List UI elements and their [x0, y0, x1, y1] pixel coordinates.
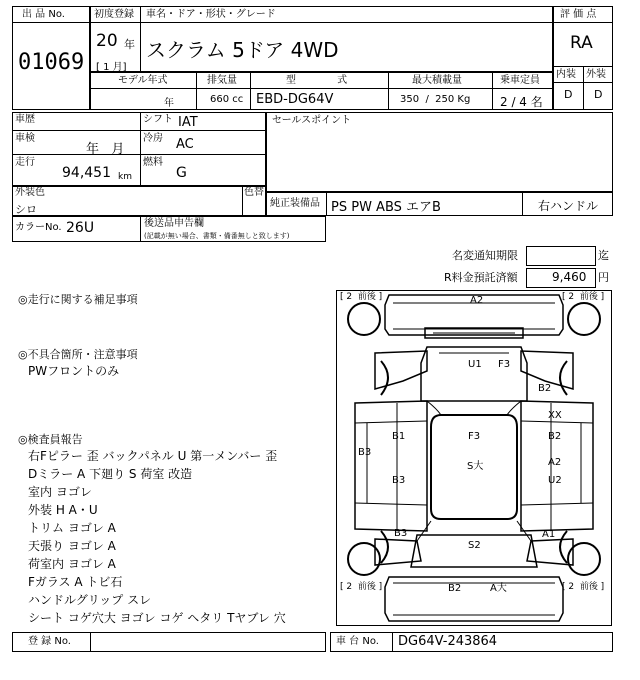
history-label: 車歴: [15, 114, 35, 125]
recycle-label: R料金預託済額: [444, 271, 518, 284]
aircon-value: AC: [176, 137, 194, 152]
damage-mark: F3: [468, 431, 481, 442]
driving-notes-title: ◎走行に関する補足事項: [18, 293, 138, 306]
inspector-line: 天張り ヨゴレ A: [28, 539, 116, 553]
rear-bumper: [385, 577, 563, 621]
interior-label: 内装: [556, 69, 576, 80]
exterior-grade: D: [594, 88, 603, 101]
damage-mark: XX: [548, 410, 562, 421]
damage-mark: A2: [548, 457, 562, 468]
ext-color-box: [12, 186, 266, 216]
handle-value: 右ハンドル: [538, 199, 599, 213]
inspector-line: 荷室内 ヨゴレ A: [28, 557, 116, 571]
mileage-label: 走行: [15, 157, 35, 168]
rating-label: 評 価 点: [560, 9, 597, 20]
damage-mark: S2: [468, 540, 481, 551]
fuel-value: G: [176, 165, 187, 181]
equipment-label: 純正装備品: [270, 198, 320, 209]
defects-line: PWフロントのみ: [28, 364, 120, 378]
corner-label-bottom-left: [ 2 前後 ]: [340, 582, 383, 592]
first-reg-label: 初度登録: [94, 9, 134, 20]
max-load-label: 最大積載量: [412, 75, 462, 86]
listing-no-label: 出 品 No.: [22, 9, 65, 20]
front-right-tire: [568, 303, 600, 335]
chassis-value: DG64V-243864: [398, 634, 498, 649]
front-left-tire: [348, 303, 380, 335]
name-change-unit: 迄: [598, 249, 609, 262]
max-load-value: 350 / 250 Kg: [400, 94, 471, 105]
inspector-line: 外装 H A・U: [28, 503, 98, 517]
type-value: EBD-DG64V: [256, 92, 334, 107]
info-box: [12, 112, 266, 186]
displacement-value: 660 cc: [210, 94, 244, 105]
interior-grade: D: [564, 88, 573, 101]
damage-mark: S大: [467, 461, 484, 472]
car-diagram: [337, 291, 611, 625]
color-no-label: カラーNo.: [15, 222, 62, 233]
aircon-label: 冷房: [143, 133, 163, 144]
car-name-label: 車名・ドア・形状・グレード: [146, 9, 276, 20]
left-side-panel: [355, 401, 427, 531]
corner-label-bottom-right: [ 2 前後 ]: [562, 582, 605, 592]
model-year-label: モデル年式: [118, 75, 168, 86]
inspection-label: 車検: [15, 133, 35, 144]
mileage-unit: km: [118, 172, 132, 182]
type-label: 型 式: [286, 75, 348, 86]
inspector-line: シート コゲ穴大 ヨゴレ コゲ ヘタリ Tヤブレ 穴: [28, 611, 286, 625]
inspection-value: 年 月: [86, 142, 125, 157]
shift-label: シフト: [143, 114, 173, 125]
first-reg-month: [ 1 月]: [96, 62, 127, 73]
equipment-value: PS PW ABS エアB: [331, 200, 441, 215]
inspector-title: ◎検査員報告: [18, 433, 83, 446]
recycle-unit: 円: [598, 271, 609, 284]
sales-point-label: セールスポイント: [272, 115, 352, 126]
capacity-value: 2 / 4 名: [500, 95, 543, 109]
damage-mark: A2: [470, 295, 484, 306]
damage-mark: U2: [548, 475, 562, 486]
exterior-label: 外装: [586, 69, 606, 80]
capacity-label: 乗車定員: [500, 75, 540, 86]
name-change-box: [526, 246, 596, 266]
inspector-line: 室内 ヨゴレ: [28, 485, 92, 499]
defects-title: ◎不具合箇所・注意事項: [18, 348, 138, 361]
displacement-label: 排気量: [207, 75, 237, 86]
inspector-line: ハンドルグリップ スレ: [28, 593, 152, 607]
ext-color-value: シロ: [15, 203, 37, 216]
chassis-label: 車 台 No.: [336, 636, 379, 647]
damage-mark: B1: [392, 431, 406, 442]
name-change-label: 名変通知期限: [452, 249, 518, 262]
damage-mark: A大: [490, 583, 507, 594]
reg-no-label: 登 録 No.: [28, 636, 71, 647]
inspector-line: Dミラー A 下廻り S 荷室 改造: [28, 467, 193, 481]
rating-value: RA: [570, 33, 593, 53]
recycle-value: 9,460: [552, 270, 587, 284]
model-year-unit: 年: [164, 98, 174, 109]
damage-mark: A1: [542, 529, 556, 540]
inspector-line: 右Fピラー 歪 バックパネル U 第一メンバー 歪: [28, 449, 278, 463]
damage-mark: B3: [394, 528, 408, 539]
damage-mark: B3: [392, 475, 406, 486]
corner-label-top-right: [ 2 前後 ]: [562, 292, 605, 302]
color-no-value: 26U: [66, 220, 95, 236]
first-reg-year-unit: 年: [124, 38, 135, 51]
damage-mark: B2: [448, 583, 462, 594]
mileage-value: 94,451: [62, 165, 111, 181]
corner-label-top-left: [ 2 前後 ]: [340, 292, 383, 302]
hood: [421, 347, 527, 401]
shift-value: IAT: [178, 115, 198, 130]
post-doc-note: (記載が無い場合、書類・備番無しと致します): [144, 232, 290, 240]
inspector-line: Fガラス A トビ石: [28, 575, 123, 589]
post-doc-label: 後送品申告欄: [144, 218, 204, 229]
fuel-label: 燃料: [143, 157, 163, 168]
color-change-label: 色替: [244, 187, 264, 198]
first-reg-year: 20: [96, 31, 118, 51]
listing-no: 01069: [18, 50, 85, 75]
damage-mark: B2: [548, 431, 562, 442]
damage-mark: F3: [498, 359, 511, 370]
damage-mark: U1: [468, 359, 482, 370]
damage-mark: B2: [538, 383, 552, 394]
ext-color-label: 外装色: [15, 187, 45, 198]
car-name: スクラム 5ドア 4WD: [146, 38, 339, 62]
front-left-fender: [375, 351, 427, 389]
inspector-line: トリム ヨゴレ A: [28, 521, 116, 535]
damage-mark: B3: [358, 447, 372, 458]
car-diagram-frame: [336, 290, 612, 626]
